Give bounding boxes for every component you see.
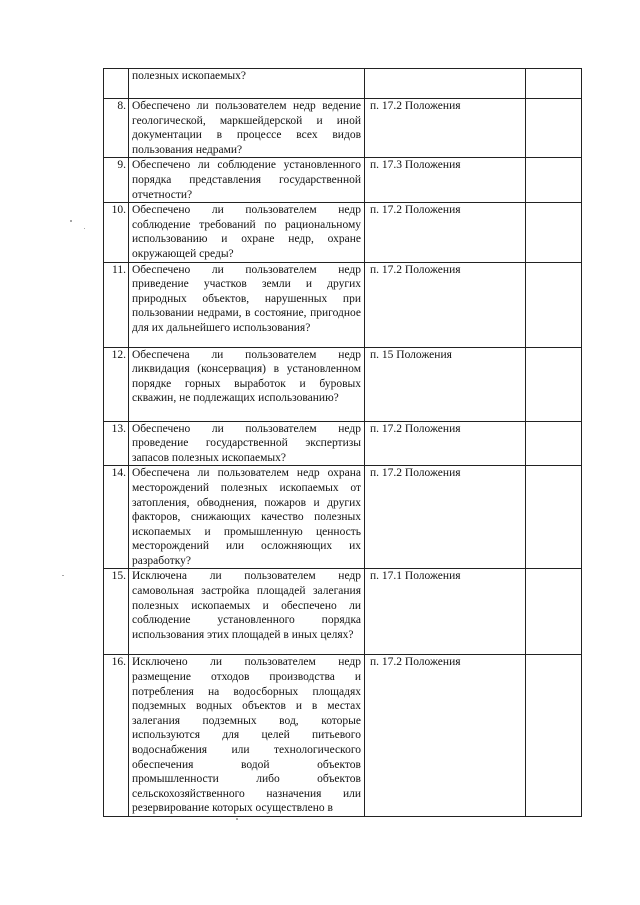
- question-cell: Обеспечена ли пользователем недр охрана месторождений полезных ископаемых от затопления, обводнения, пожаров и других факторов, снижающих качество полезных ископаемых и промышленную ценность месторождений или осложняющих их разработку?: [129, 466, 365, 569]
- answer-cell: [526, 347, 582, 421]
- answer-cell: [526, 69, 582, 99]
- reference-cell: п. 17.3 Положения: [365, 158, 526, 203]
- question-cell: полезных ископаемых?: [129, 69, 365, 99]
- table-row: [104, 466, 582, 569]
- reference-cell: п. 17.2 Положения: [365, 466, 526, 569]
- checklist-table: [103, 68, 582, 817]
- table-row: [104, 569, 582, 655]
- reference-cell: п. 17.1 Положения: [365, 569, 526, 655]
- row-number: 11.: [104, 262, 129, 347]
- question-cell: Исключено ли пользователем недр размещение отходов производства и потребления на водосборных площадях подземных водных объектов и в местах залегания подземных вод, которые используются для целей питьевого водоснабжения или технологического обеспечения водой объектов промышленности либо объектов сельскохозяйственного назначения или резервирование которых осуществлено в: [129, 655, 365, 817]
- row-number: 9.: [104, 158, 129, 203]
- question-cell: Обеспечено ли пользователем недр приведение участков земли и других природных объектов, нарушенных при пользовании недрами, в состояние, пригодное для их дальнейшего использования?: [129, 262, 365, 347]
- scan-speck: [70, 220, 72, 222]
- reference-cell: п. 17.2 Положения: [365, 262, 526, 347]
- question-cell: Обеспечено ли соблюдение установленного порядка представления государственной отчетности?: [129, 158, 365, 203]
- row-number: 12.: [104, 347, 129, 421]
- question-cell: Обеспечено ли пользователем недр ведение геологической, маркшейдерской и иной документации в процессе всех видов пользования недрами?: [129, 99, 365, 158]
- table-row: [104, 99, 582, 158]
- reference-cell: п. 17.2 Положения: [365, 203, 526, 262]
- question-cell: Обеспечена ли пользователем недр ликвидация (консервация) в установленном порядке горных выработок и буровых скважин, не подлежащих использованию?: [129, 347, 365, 421]
- row-number: 13.: [104, 421, 129, 466]
- question-cell: Обеспечено ли пользователем недр проведение государственной экспертизы запасов полезных ископаемых?: [129, 421, 365, 466]
- row-number: 16.: [104, 655, 129, 817]
- reference-cell: п. 17.2 Положения: [365, 421, 526, 466]
- reference-cell: п. 17.2 Положения: [365, 655, 526, 817]
- reference-cell: п. 17.2 Положения: [365, 99, 526, 158]
- question-cell: Обеспечено ли пользователем недр соблюдение требований по рациональному использованию и охране недр, охране окружающей среды?: [129, 203, 365, 262]
- table-row: [104, 347, 582, 421]
- row-number: 8.: [104, 99, 129, 158]
- scan-speck: [236, 818, 238, 820]
- row-number: 14.: [104, 466, 129, 569]
- table-row: [104, 69, 582, 99]
- answer-cell: [526, 262, 582, 347]
- table-row: [104, 203, 582, 262]
- reference-cell: [365, 69, 526, 99]
- table-row: [104, 262, 582, 347]
- answer-cell: [526, 421, 582, 466]
- answer-cell: [526, 655, 582, 817]
- table-row: [104, 421, 582, 466]
- scan-speck: [62, 575, 64, 576]
- table-row: [104, 158, 582, 203]
- answer-cell: [526, 203, 582, 262]
- answer-cell: [526, 99, 582, 158]
- answer-cell: [526, 569, 582, 655]
- answer-cell: [526, 466, 582, 569]
- row-number: [104, 69, 129, 99]
- question-cell: Исключена ли пользователем недр самовольная застройка площадей залегания полезных ископаемых и обеспечено ли соблюдение установленного порядка использования этих площадей в иных целях?: [129, 569, 365, 655]
- row-number: 10.: [104, 203, 129, 262]
- reference-cell: п. 15 Положения: [365, 347, 526, 421]
- table-row: [104, 655, 582, 817]
- row-number: 15.: [104, 569, 129, 655]
- scan-speck: [84, 228, 85, 229]
- answer-cell: [526, 158, 582, 203]
